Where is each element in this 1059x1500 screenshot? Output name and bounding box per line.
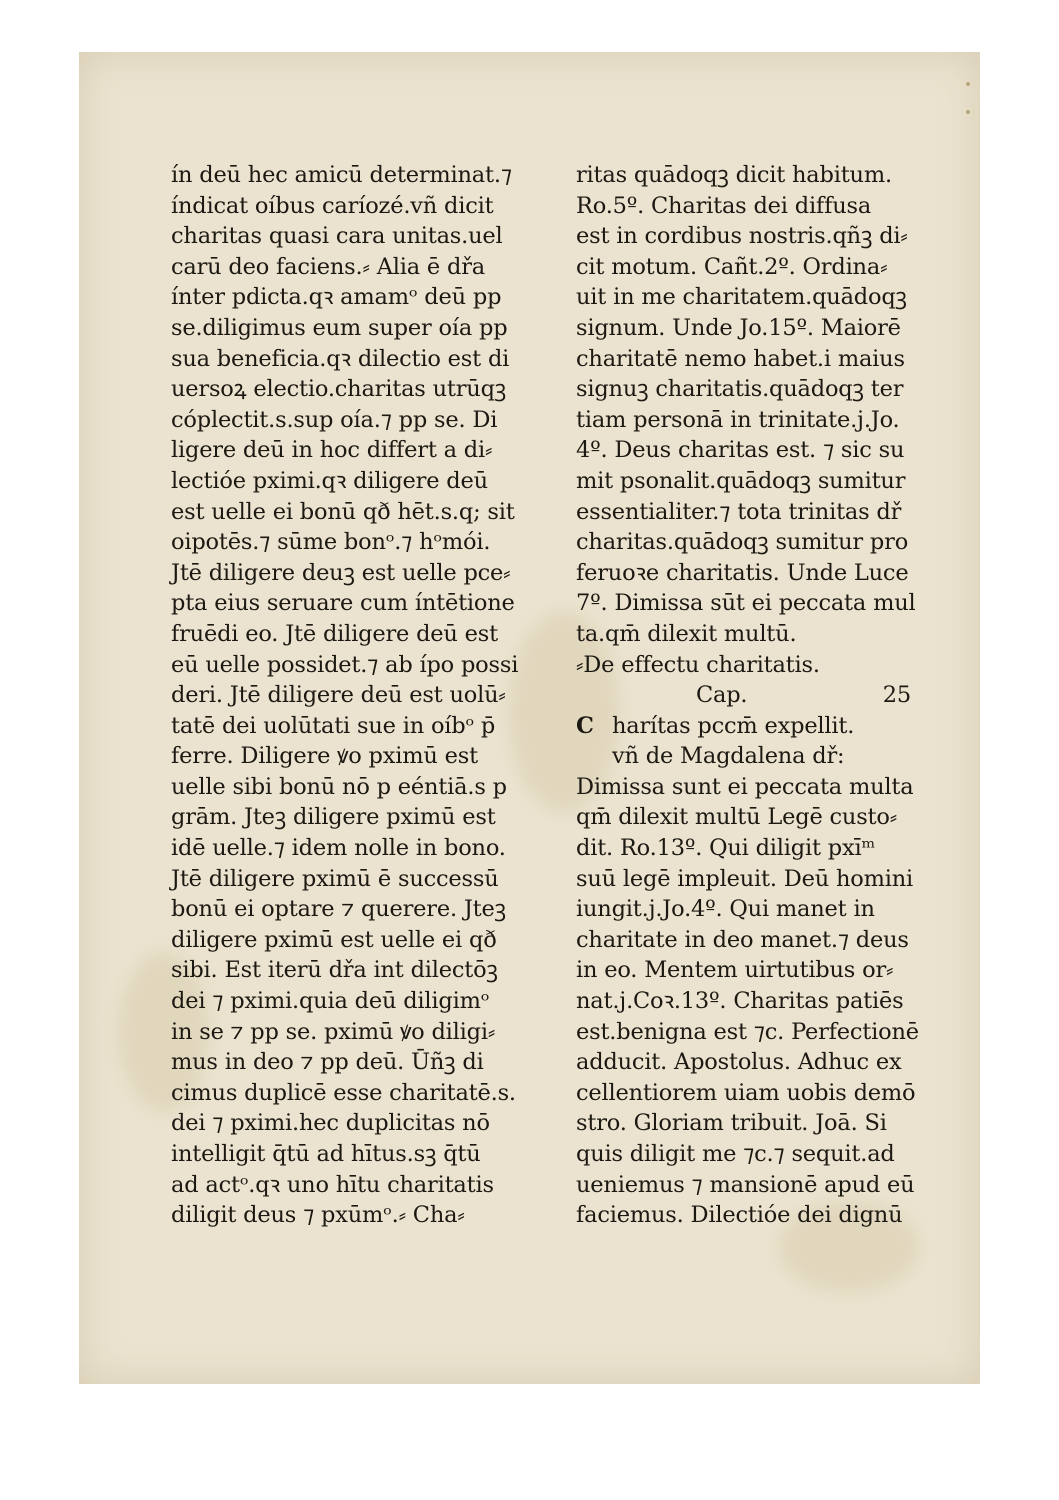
text-line: eū uelle possidet.⁊ ab ípo possi — [171, 651, 519, 678]
text-line: diligit deus ⁊ pxūmᵒ.⸗ Cha⸗ — [171, 1202, 465, 1229]
text-line: sibi. Est iterū dřa int dilectōꝫ — [171, 957, 498, 984]
text-line: cóplectit.s.sup oía.⁊ pp se. Di — [171, 406, 498, 433]
text-line: stro. Gloriam tribuit. Joā. Si — [576, 1110, 887, 1137]
text-line: ferre. Diligere ꝟo pximū est — [171, 743, 478, 770]
text-line: mus in deo ⁊ pp deū. Ūñꝫ di — [171, 1049, 484, 1076]
text-line: dit. Ro.13º. Qui diligit pxīᵐ — [576, 835, 876, 862]
text-line: mit psonalit.quādoqꝫ sumitur — [576, 467, 906, 494]
text-line: fruēdi eo. Jtē diligere deū est — [171, 620, 498, 647]
text-line: Ro.5º. Charitas dei diffusa — [576, 192, 872, 219]
text-line: faciemus. Dilectióe dei dignū — [576, 1202, 903, 1229]
text-line: feruoꝛe charitatis. Unde Luce — [576, 559, 909, 586]
text-line: Jtē diligere pximū ē successū — [171, 865, 499, 892]
chapter-number: 25 — [882, 682, 911, 709]
chapter-line — [576, 680, 926, 711]
text-line: pta eius seruare cum íntētione — [171, 590, 515, 617]
text-line: dei ⁊ pximi.hec duplicitas nō — [171, 1110, 490, 1137]
text-line: uersoꝝ electio.charitas utrūqꝫ — [171, 376, 507, 403]
text-line: ta.qm̄ dilexit multū. — [576, 620, 797, 647]
text-line: ritas quādoqꝫ dicit habitum. — [576, 162, 892, 188]
text-line: adducit. Apostolus. Adhuc ex — [576, 1049, 902, 1076]
right-text-column — [576, 160, 926, 1231]
text-line: charitas quasi cara unitas.uel — [171, 223, 503, 250]
text-line: cellentiorem uiam uobis demō — [576, 1079, 916, 1106]
text-line — [576, 741, 926, 772]
text-line: qm̄ dilexit multū Legē custo⸗ — [576, 804, 898, 831]
left-text-column — [171, 160, 519, 1231]
text-line: idē uelle.⁊ idem nolle in bono. — [171, 835, 506, 862]
text-line: est in cordibus nostris.qñꝫ di⸗ — [576, 223, 908, 250]
text-line-content: vñ de Magdalena dř: — [612, 743, 845, 770]
text-line: iungit.j.Jo.4º. Qui manet in — [576, 896, 875, 923]
text-line: Jtē diligere deuꝫ est uelle pce⸗ — [171, 559, 511, 586]
text-line: carū deo faciens.⸗ Alia ē dřa — [171, 253, 485, 280]
text-line: signuꝫ charitatis.quādoqꝫ ter — [576, 376, 904, 403]
text-line-content: harítas pccm̄ expellit. — [612, 712, 855, 739]
text-line: ligere deū in hoc differt a di⸗ — [171, 437, 493, 464]
text-line: 4º. Deus charitas est. ⁊ sic su — [576, 437, 905, 464]
margin-mark — [966, 82, 970, 86]
section-heading: ⸗De effectu charitatis. — [576, 651, 820, 678]
text-line: tatē dei uolūtati sue in oíbᵒ p̄ — [171, 712, 496, 739]
text-line: oipotēs.⁊ sūme bonᵒ.⁊ hᵒmói. — [171, 529, 491, 556]
text-line: in eo. Mentem uirtutibus or⸗ — [576, 957, 894, 984]
initial-letter: C — [576, 712, 594, 739]
text-line — [576, 711, 926, 742]
text-line: nat.j.Coꝛ.13º. Charitas patiēs — [576, 988, 904, 1015]
text-line: charitatē nemo habet.i maius — [576, 345, 905, 372]
text-line: 7º. Dimissa sūt ei peccata mul — [576, 590, 916, 617]
text-line: uelle sibi bonū nō p eéntiā.s p — [171, 773, 507, 800]
text-line: uit in me charitatem.quādoqꝫ — [576, 284, 907, 311]
text-line: grām. Jteꝫ diligere pximū est — [171, 804, 496, 831]
text-line: signum. Unde Jo.15º. Maiorē — [576, 314, 901, 341]
text-line: diligere pximū est uelle ei qð — [171, 926, 497, 953]
text-line: sua beneficia.qꝛ dilectio est di — [171, 345, 510, 372]
text-line: dei ⁊ pximi.quia deū diligimᵒ — [171, 988, 490, 1015]
text-line: ueniemus ⁊ mansionē apud eū — [576, 1171, 915, 1198]
text-line: intelligit q̄tū ad hītus.sꝫ q̄tū — [171, 1141, 481, 1167]
text-line: cit motum. Cañt.2º. Ordina⸗ — [576, 253, 888, 280]
text-line: cimus duplicē esse charitatē.s. — [171, 1079, 516, 1106]
text-line: essentialiter.⁊ tota trinitas dř — [576, 498, 902, 525]
text-line: Dimissa sunt ei peccata multa — [576, 773, 914, 800]
text-line: ínter pdicta.qꝛ amamᵒ deū pp — [171, 284, 502, 311]
text-line: deri. Jtē diligere deū est uolū⸗ — [171, 682, 506, 709]
text-line: tiam personā in trinitate.j.Jo. — [576, 406, 900, 433]
text-line: est.benigna est ⁊c. Perfectionē — [576, 1018, 919, 1045]
text-line: quis diligit me ⁊c.⁊ sequit.ad — [576, 1141, 895, 1167]
text-line: est uelle ei bonū qð hēt.s.q; sit — [171, 498, 515, 525]
text-line: lectióe pximi.qꝛ diligere deū — [171, 467, 488, 494]
text-line: índicat oíbus caríozé.vñ dicit — [171, 192, 494, 219]
text-line: ad actᵒ.qꝛ uno hītu charitatis — [171, 1171, 494, 1198]
book-page — [79, 52, 980, 1384]
text-line: se.diligimus eum super oía pp — [171, 314, 508, 341]
text-line: charitas.quādoqꝫ sumitur pro — [576, 529, 909, 556]
text-line: ín deū hec amicū determinat.⁊ — [171, 162, 512, 188]
text-line: bonū ei optare ⁊ querere. Jteꝫ — [171, 896, 506, 923]
chapter-label: Cap. — [696, 682, 748, 709]
text-line: suū legē impleuit. Deū homini — [576, 865, 913, 892]
margin-mark — [966, 110, 970, 114]
text-line: in se ⁊ pp se. pximū ꝟo diligi⸗ — [171, 1018, 496, 1045]
text-line: charitate in deo manet.⁊ deus — [576, 926, 909, 953]
